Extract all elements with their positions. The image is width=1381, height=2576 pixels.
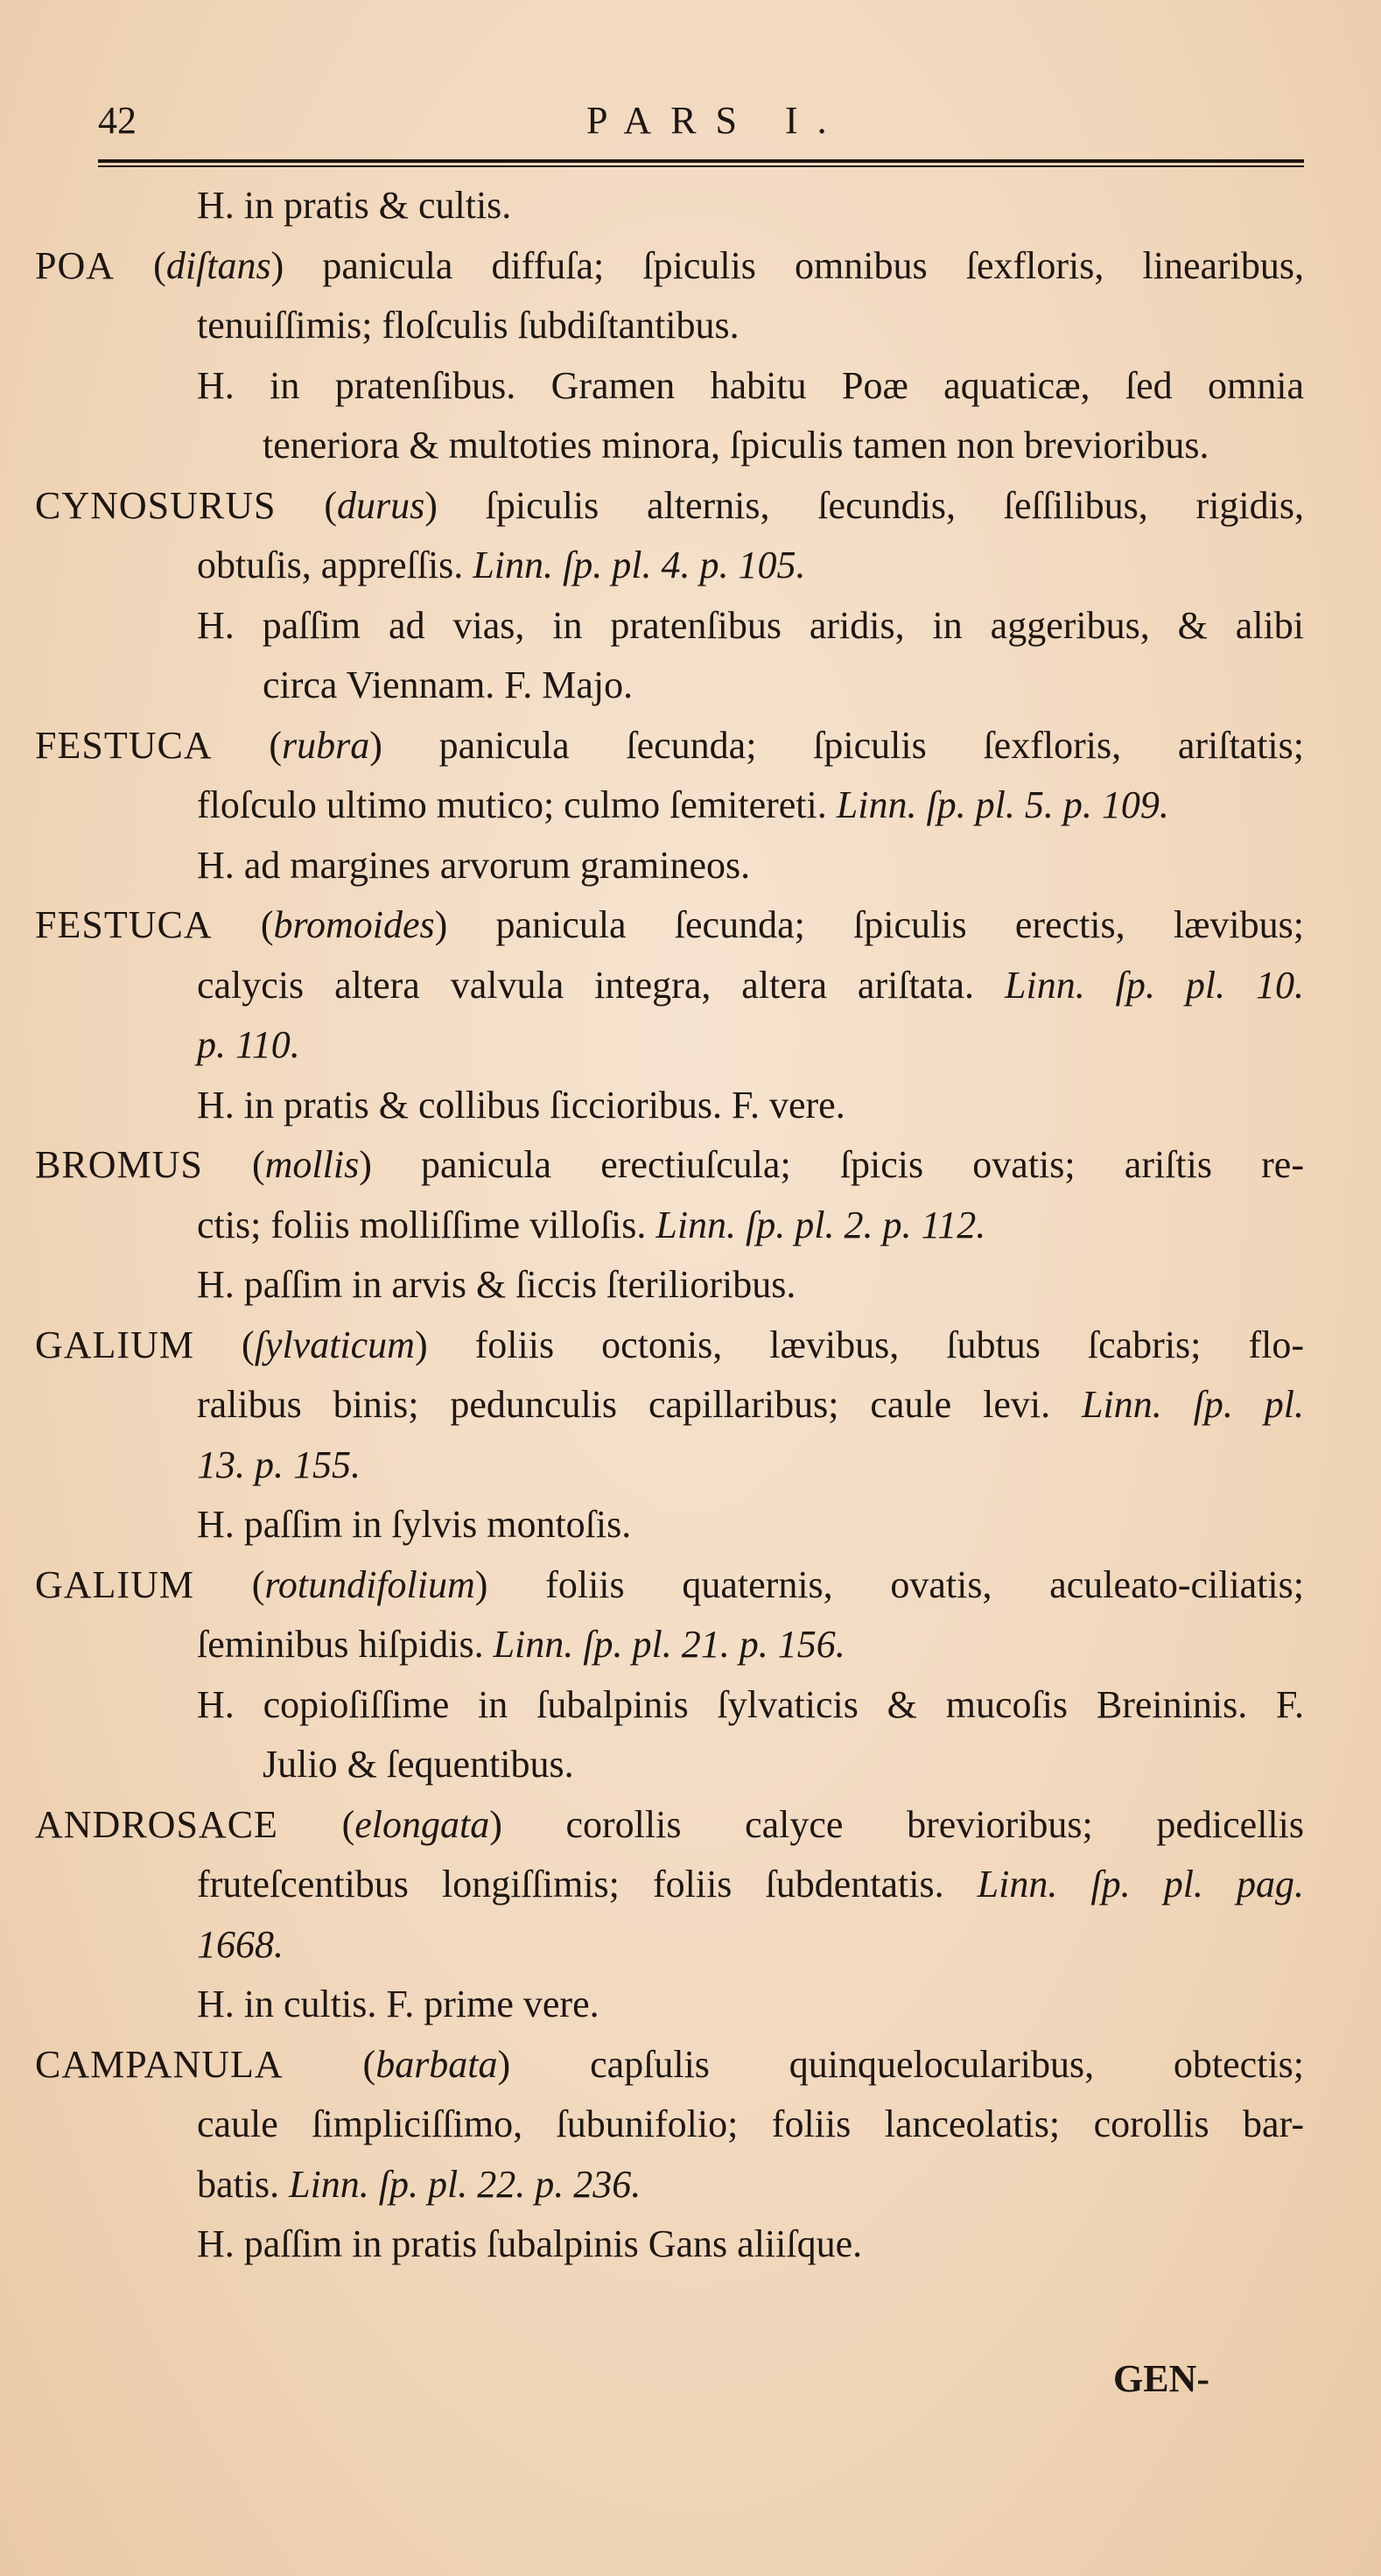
running-head: PARS I. (586, 99, 846, 142)
text-line (197, 1019, 300, 1071)
paren-open: ( (212, 723, 282, 767)
description-text: panicula ſecunda; ſpiculis erectis, lævibus; (495, 903, 1305, 946)
description-text: corollis calyce brevioribus; pedicellis (565, 1802, 1304, 1846)
text-line (197, 1439, 361, 1492)
catchword: GEN- (1113, 2357, 1209, 2400)
description-text: fruteſcentibus longiſſimis; foliis ſubdentatis. (197, 1863, 978, 1906)
description-text: H. paſſim ad vias, in pratenſibus aridis, in aggeribus, & alibi (197, 603, 1304, 647)
paren-close: ) (424, 483, 486, 527)
description-text: capſulis quinquelocularibus, obtectis; (590, 2042, 1305, 2086)
description-text: H. paſſim in ſylvis montoſis. (197, 1503, 632, 1546)
species-epithet: elongata (354, 1802, 490, 1846)
text-line (263, 419, 1209, 472)
description-text: H. in pratenſibus. Gramen habitu Poæ aquaticæ, ſed omnia (197, 363, 1304, 407)
description-text: H. copioſiſſime in ſubalpinis ſylvaticis & mucoſis Breininis. F. (197, 1682, 1304, 1726)
genus-name: POA (35, 243, 116, 287)
paren-open: ( (193, 1323, 255, 1366)
text-line (197, 959, 1304, 1012)
species-epithet: durus (336, 483, 425, 527)
genus-name: CAMPANULA (35, 2042, 284, 2086)
text-line (35, 899, 1304, 951)
text-line (197, 1079, 845, 1132)
description-text: panicula ſecunda; ſpiculis ſexfloris, ariſtatis; (438, 723, 1304, 767)
text-line (197, 600, 1304, 652)
text-line (197, 1199, 985, 1252)
paren-open: ( (202, 1143, 265, 1186)
description-text: floſculo ultimo mutico; culmo ſemitereti. (197, 783, 837, 826)
text-line (197, 1259, 796, 1311)
description-text: ctis; foliis molliſſime villoſis. (197, 1203, 656, 1246)
paren-open: ( (193, 1562, 265, 1606)
paren-close: ) (474, 1562, 546, 1606)
text-line (197, 779, 1169, 832)
description-text: calycis altera valvula integra, altera ariſtata. (197, 963, 1006, 1007)
text-line (197, 1978, 599, 2031)
citation: Linn. ſp. pl. 4. p. 105. (473, 544, 806, 586)
text-line (197, 2158, 641, 2211)
paren-open: ( (115, 243, 166, 287)
text-line (197, 2218, 862, 2271)
text-line (263, 1738, 574, 1791)
text-line (35, 1319, 1304, 1372)
citation: Linn. ſp. pl. (1082, 1383, 1304, 1426)
paren-close: ) (270, 243, 323, 287)
species-epithet: diſtans (165, 243, 271, 287)
description-text: circa Viennam. F. Majo. (263, 663, 634, 706)
page-header (0, 98, 1381, 151)
paren-close: ) (369, 723, 439, 767)
citation: Linn. ſp. pl. 2. p. 112. (655, 1203, 986, 1246)
text-line (197, 1919, 284, 1971)
description-text: H. ad margines arvorum gramineos. (197, 843, 751, 887)
citation: 1668. (197, 1922, 284, 1966)
citation: Linn. ſp. pl. pag. (977, 1863, 1304, 1906)
paren-open: ( (276, 483, 337, 527)
description-text: H. in pratis & collibus ſiccioribus. F. vere. (197, 1083, 845, 1127)
text-line (197, 1499, 631, 1551)
text-line (197, 1858, 1304, 1911)
text-line (35, 719, 1304, 772)
description-text: H. paſſim in pratis ſubalpinis Gans aliiſque. (197, 2222, 863, 2265)
text-line (35, 2039, 1304, 2091)
citation: Linn. ſp. pl. 5. p. 109. (836, 783, 1169, 826)
description-text: panicula diffuſa; ſpiculis omnibus ſexfloris, linearibus, (322, 243, 1305, 287)
species-epithet: rotundifolium (264, 1562, 475, 1606)
description-text: H. paſſim in arvis & ſiccis ſterilioribus. (197, 1263, 796, 1306)
paren-open: ( (212, 903, 274, 946)
text-line (197, 299, 740, 352)
genus-name: CYNOSURUS (35, 483, 277, 527)
text-line (197, 179, 511, 232)
paren-close: ) (359, 1143, 422, 1186)
species-epithet: bromoides (273, 903, 435, 946)
genus-name: FESTUCA (35, 903, 213, 946)
text-line (197, 1379, 1304, 1431)
description-text: ſeminibus hiſpidis. (197, 1623, 494, 1666)
species-epithet: rubra (281, 723, 370, 767)
citation: Linn. ſp. pl. 22. p. 236. (289, 2162, 641, 2206)
species-epithet: ſylvaticum (254, 1323, 415, 1366)
citation: p. 110. (197, 1023, 300, 1066)
species-epithet: mollis (264, 1143, 360, 1186)
description-text: batis. (197, 2162, 290, 2206)
page-number: 42 (98, 99, 137, 142)
genus-name: GALIUM (35, 1562, 194, 1606)
text-line (197, 2098, 1304, 2151)
text-line (197, 1679, 1304, 1731)
citation: Linn. ſp. pl. 10. (1005, 963, 1304, 1007)
text-line (35, 1799, 1304, 1851)
paren-close: ) (497, 2042, 591, 2086)
text-line (35, 240, 1304, 292)
description-text: foliis octonis, lævibus, ſubtus ſcabris; flo- (474, 1323, 1304, 1366)
description-text: Julio & ſequentibus. (263, 1743, 574, 1786)
text-line (197, 1618, 845, 1671)
text-line (197, 539, 805, 592)
genus-name: BROMUS (35, 1143, 203, 1186)
description-text: ralibus binis; pedunculis capillaribus; caule levi. (197, 1383, 1082, 1426)
description-text: H. in cultis. F. prime vere. (197, 1983, 599, 2025)
citation: 13. p. 155. (197, 1442, 361, 1486)
description-text: ſpiculis alternis, ſecundis, ſeſſilibus, rigidis, (485, 483, 1304, 527)
header-rule (98, 159, 1304, 167)
species-epithet: barbata (375, 2042, 498, 2086)
paren-close: ) (414, 1323, 475, 1366)
paren-close: ) (434, 903, 496, 946)
text-line (263, 659, 633, 712)
genus-name: FESTUCA (35, 723, 213, 767)
genus-name: ANDROSACE (35, 1802, 278, 1846)
text-line (35, 1139, 1304, 1191)
citation: Linn. ſp. pl. 21. p. 156. (493, 1623, 845, 1666)
text-line (35, 1559, 1304, 1611)
paren-open: ( (277, 1802, 355, 1846)
description-text: panicula erectiuſcula; ſpicis ovatis; ariſtis re- (421, 1143, 1304, 1186)
description-text: teneriora & multoties minora, ſpiculis tamen non brevioribus. (263, 424, 1209, 467)
text-line (197, 839, 750, 892)
description-text: obtuſis, appreſſis. (197, 544, 473, 586)
text-line (35, 480, 1304, 532)
genus-name: GALIUM (35, 1323, 194, 1366)
paren-close: ) (489, 1802, 566, 1846)
description-text: H. in pratis & cultis. (197, 184, 512, 227)
text-line (197, 360, 1304, 412)
paren-open: ( (283, 2042, 376, 2086)
description-text: caule ſimpliciſſimo, ſubunifolio; foliis lanceolatis; corollis bar- (197, 2102, 1304, 2145)
description-text: tenuiſſimis; floſculis ſubdiſtantibus. (197, 304, 740, 347)
description-text: foliis quaternis, ovatis, aculeato-ciliatis; (545, 1562, 1305, 1606)
